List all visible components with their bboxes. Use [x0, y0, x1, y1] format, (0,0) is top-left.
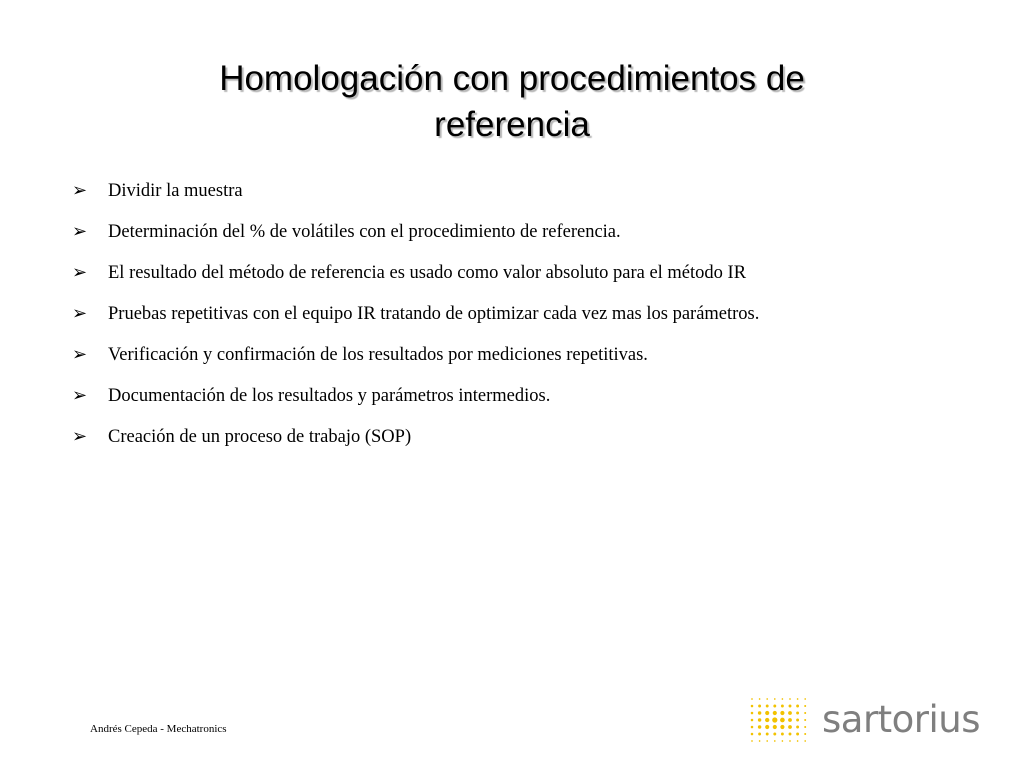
dot-grid-icon — [748, 696, 812, 744]
logo-dot — [797, 698, 799, 700]
title-line-2: referencia — [434, 105, 590, 144]
logo-dot — [782, 740, 784, 742]
logo-dot — [766, 705, 769, 708]
logo-dot — [781, 705, 784, 708]
logo-dot — [780, 711, 784, 715]
arrow-bullet-icon: ➢ — [72, 180, 88, 201]
arrow-bullet-icon: ➢ — [72, 303, 88, 324]
logo-dot — [751, 705, 754, 708]
logo-dot — [758, 711, 761, 714]
logo-dot — [773, 711, 777, 715]
logo-dot — [751, 740, 753, 742]
logo-dot — [796, 705, 799, 708]
logo-dot — [804, 740, 806, 742]
logo-dot — [765, 711, 769, 715]
logo-dot — [751, 726, 754, 729]
list-item — [72, 258, 972, 299]
bullet-text: Verificación y confirmación de los resultados por mediciones repetitivas. — [108, 345, 648, 365]
bullet-text: Creación de un proceso de trabajo (SOP) — [108, 427, 412, 447]
logo-dot — [766, 740, 768, 742]
logo-dot — [765, 725, 769, 729]
logo-dot — [751, 719, 754, 722]
logo-dot — [758, 725, 761, 728]
title-line-1: Homologación con procedimientos de — [219, 59, 805, 98]
arrow-bullet-icon: ➢ — [72, 221, 88, 242]
arrow-bullet-icon: ➢ — [72, 385, 88, 406]
footer-author: Andrés Cepeda - Mechatronics — [90, 723, 227, 735]
bullet-text: Determinación del % de volátiles con el procedimiento de referencia. — [108, 222, 621, 242]
logo-dot — [804, 726, 806, 728]
logo-dot — [751, 733, 754, 736]
logo-dot — [796, 726, 799, 729]
logo-dot — [789, 705, 792, 708]
bullet-text: Dividir la muestra — [108, 181, 243, 201]
bullet-text: Documentación de los resultados y parámetros intermedios. — [108, 386, 551, 406]
logo-dot — [780, 725, 784, 729]
logo-wordmark: sartorius — [822, 698, 981, 741]
logo-dot — [751, 698, 753, 700]
logo-dot — [766, 698, 768, 700]
logo-dot — [774, 740, 776, 742]
logo-dot — [804, 719, 806, 721]
logo-dot — [751, 712, 754, 715]
logo-dot — [789, 740, 791, 742]
sartorius-logo — [748, 696, 980, 744]
logo-dot — [788, 725, 792, 729]
logo-dot — [780, 718, 785, 723]
logo-dot — [804, 698, 806, 700]
logo-dot — [788, 718, 792, 722]
logo-dot — [766, 733, 769, 736]
logo-dot — [758, 718, 761, 721]
logo-dot — [772, 717, 777, 722]
logo-dot — [759, 698, 761, 700]
logo-dot — [781, 733, 784, 736]
logo-dot — [796, 733, 799, 736]
logo-dot — [773, 725, 777, 729]
logo-dot — [758, 733, 761, 736]
list-item — [72, 340, 972, 381]
logo-dot — [796, 712, 799, 715]
logo-dot — [782, 698, 784, 700]
logo-dot — [788, 711, 792, 715]
list-item — [72, 381, 972, 422]
logo-dot — [765, 718, 769, 722]
logo-dot — [797, 740, 799, 742]
logo-dot — [759, 740, 761, 742]
logo-dot — [758, 705, 761, 708]
list-item — [72, 422, 972, 463]
logo-dot — [804, 712, 806, 714]
bullet-text: Pruebas repetitivas con el equipo IR tratando de optimizar cada vez mas los parámetros. — [108, 304, 760, 324]
arrow-bullet-icon: ➢ — [72, 426, 88, 447]
logo-dot — [796, 719, 799, 722]
list-item — [72, 217, 972, 258]
logo-dot — [804, 705, 806, 707]
bullet-list — [72, 176, 972, 463]
logo-dot — [773, 705, 776, 708]
list-item — [72, 299, 972, 340]
logo-dot — [789, 698, 791, 700]
bullet-text: El resultado del método de referencia es usado como valor absoluto para el método IR — [108, 263, 747, 283]
logo-dot — [774, 698, 776, 700]
logo-dot — [804, 733, 806, 735]
logo-dot — [773, 733, 776, 736]
arrow-bullet-icon: ➢ — [72, 262, 88, 283]
arrow-bullet-icon: ➢ — [72, 344, 88, 365]
slide-title — [0, 56, 1024, 148]
list-item — [72, 176, 972, 217]
logo-dot — [789, 733, 792, 736]
